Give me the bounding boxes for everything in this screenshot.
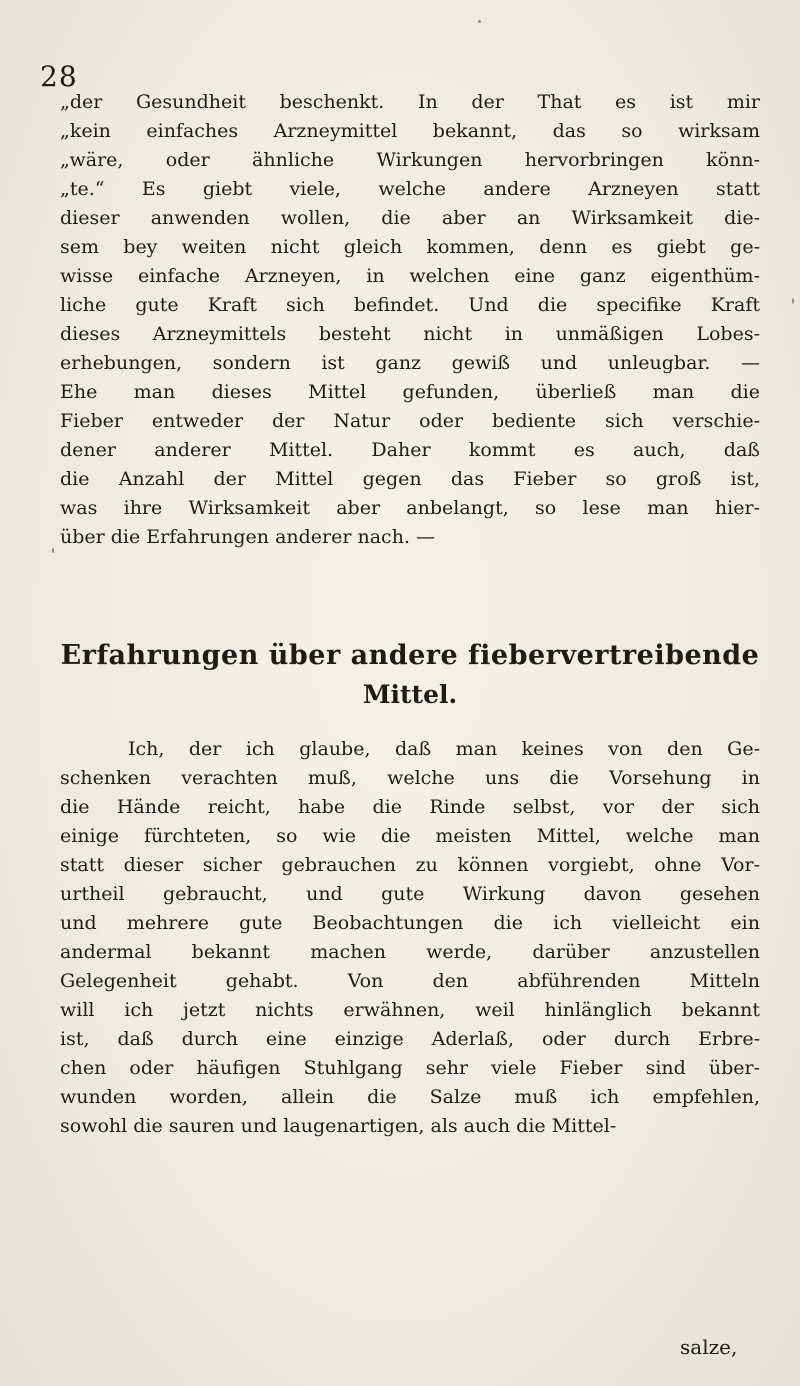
paragraph-2 (60, 735, 760, 1141)
text-line: dieses Arzneymittels besteht nicht in unmäßigen Lobes- (60, 323, 760, 345)
section-heading: Erfahrungen über andere fiebervertreibende (60, 640, 760, 671)
text-line: urtheil gebraucht, und gute Wirkung davon gesehen (60, 883, 760, 905)
text-line: und mehrere gute Beobachtungen die ich vielleicht ein (60, 912, 760, 934)
text-line: „der Gesundheit beschenkt. In der That es ist mir (60, 91, 760, 113)
page-number: 28 (40, 60, 78, 93)
text-line: statt dieser sicher gebrauchen zu können vorgiebt, ohne Vor- (60, 854, 760, 876)
text-line: chen oder häufigen Stuhlgang sehr viele Fieber sind über- (60, 1057, 760, 1079)
text-line: „kein einfaches Arzneymittel bekannt, das so wirksam (60, 120, 760, 142)
text-line: Ehe man dieses Mittel gefunden, überließ man die (60, 381, 760, 403)
text-line: die Anzahl der Mittel gegen das Fieber so groß ist, (60, 468, 760, 490)
text-line: sem bey weiten nicht gleich kommen, denn es giebt ge- (60, 236, 760, 258)
paragraph-1 (60, 88, 760, 552)
text-line: über die Erfahrungen anderer nach. — (60, 526, 436, 548)
text-line: Ich, der ich glaube, daß man keines von den Ge- (128, 738, 760, 760)
text-line: Gelegenheit gehabt. Von den abführenden Mitteln (60, 970, 760, 992)
text-line: „wäre, oder ähnliche Wirkungen hervorbringen könn- (60, 149, 760, 171)
text-line: „te.“ Es giebt viele, welche andere Arzneyen statt (60, 178, 760, 200)
paper-speck (792, 298, 794, 304)
text-line: wisse einfache Arzneyen, in welchen eine ganz eigenthüm- (60, 265, 760, 287)
text-line: wunden worden, allein die Salze muß ich empfehlen, (60, 1086, 760, 1108)
text-line: die Hände reicht, habe die Rinde selbst, vor der sich (60, 796, 760, 818)
text-line: was ihre Wirksamkeit aber anbelangt, so lese man hier- (60, 497, 760, 519)
text-line: dener anderer Mittel. Daher kommt es auch, daß (60, 439, 760, 461)
section-heading-continued: Mittel. (362, 680, 458, 709)
paper-speck (478, 20, 481, 23)
catchword: salze, (680, 1335, 738, 1359)
text-line: ist, daß durch eine einzige Aderlaß, oder durch Erbre- (60, 1028, 760, 1050)
text-line: andermal bekannt machen werde, darüber anzustellen (60, 941, 760, 963)
text-line: einige fürchteten, so wie die meisten Mittel, welche man (60, 825, 760, 847)
text-line: erhebungen, sondern ist ganz gewiß und unleugbar. — (60, 352, 760, 374)
text-line: Fieber entweder der Natur oder bediente sich verschie- (60, 410, 760, 432)
text-line: schenken verachten muß, welche uns die Vorsehung in (60, 767, 760, 789)
paper-speck (52, 548, 54, 553)
text-line: dieser anwenden wollen, die aber an Wirksamkeit die- (60, 207, 760, 229)
text-line: will ich jetzt nichts erwähnen, weil hinlänglich bekannt (60, 999, 760, 1021)
text-line: sowohl die sauren und laugenartigen, als auch die Mittel- (60, 1115, 617, 1137)
text-line: liche gute Kraft sich befindet. Und die specifike Kraft (60, 294, 760, 316)
